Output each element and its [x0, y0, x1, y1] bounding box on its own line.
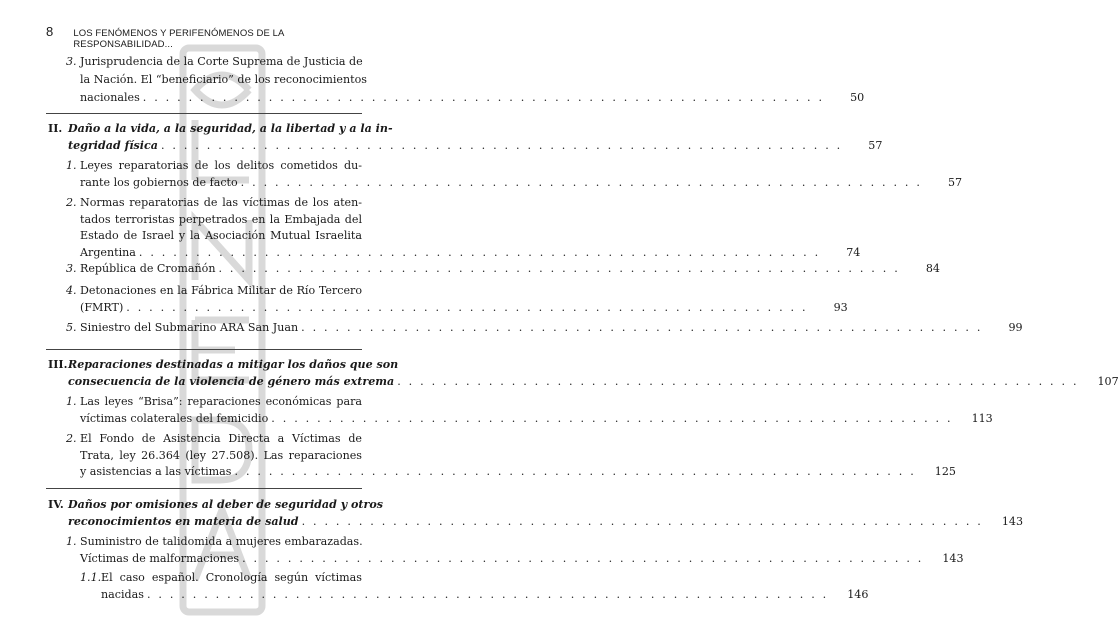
page-ref[interactable]: 57 [948, 176, 963, 189]
page-number: 8 [46, 24, 54, 39]
leader-dots: . . . . . . . . . . . . . . . . . . . . . . . . . . . . . . . . . . . . . . . . . . . . . . . . . . . . . . . . . . . . [160, 139, 843, 152]
leader-dots: . . . . . . . . . . . . . . . . . . . . . . . . . . . . . . . . . . . . . . . . . . . . . . . . . . . . . . . . . . . . [397, 375, 1079, 388]
entry-title-line: Jurisprudencia de la Corte Suprema de Justicia de [80, 55, 363, 68]
entry-number: 4. [66, 284, 77, 297]
entry-title-line: Suministro de talidomida a mujeres embarazadas. [80, 535, 363, 548]
entry-title-line: Leyes reparatorias de los delitos cometidos du- [80, 159, 362, 172]
page-ref[interactable]: 143 [942, 552, 964, 565]
entry-title-line: y asistencias a las víctimas [80, 465, 232, 478]
entry-number: 3. [66, 55, 77, 68]
entry-title-line: nacionales [80, 91, 140, 104]
page-ref[interactable]: 50 [850, 91, 865, 104]
leader-dots: . . . . . . . . . . . . . . . . . . . . . . . . . . . . . . . . . . . . . . . . . . . . . . . . . . . . . . . . . . . . [301, 321, 983, 334]
section-divider [46, 113, 362, 114]
leader-dots: . . . . . . . . . . . . . . . . . . . . . . . . . . . . . . . . . . . . . . . . . . . . . . . . . . . . . . . . . . . . [234, 465, 916, 478]
leader-dots: . . . . . . . . . . . . . . . . . . . . . . . . . . . . . . . . . . . . . . . . . . . . . . . . . . . . . . . . . . . . [138, 245, 821, 259]
page-ref[interactable]: 143 [1001, 515, 1024, 528]
entry-number: 2. [66, 196, 77, 209]
entry-title-line: tados terroristas perpetrados en la Embajada del [80, 212, 362, 226]
leader-dots: . . . . . . . . . . . . . . . . . . . . . . . . . . . . . . . . . . . . . . . . . . . . . . . . . . . . . . . . . . . . [242, 552, 924, 565]
page-ref[interactable]: 93 [833, 301, 848, 314]
entry-title-line: la Nación. El “beneficiario” de los reconocimientos [80, 73, 367, 86]
page-ref[interactable]: 125 [934, 465, 956, 478]
entry-title-line: nacidas [101, 588, 144, 601]
entry-title-line: (FMRT) [80, 301, 124, 314]
leader-dots: . . . . . . . . . . . . . . . . . . . . . . . . . . . . . . . . . . . . . . . . . . . . . . . . . . . . . . . . . . . . [240, 176, 923, 189]
leader-dots: . . . . . . . . . . . . . . . . . . . . . . . . . . . . . . . . . . . . . . . . . . . . . . . . . . . . . . . . . . . . [126, 301, 808, 314]
entry-number: 1. [66, 395, 77, 408]
page-ref[interactable]: 107 [1097, 375, 1119, 388]
entry-number: 1. [66, 535, 77, 548]
entry-number: 2. [66, 432, 77, 445]
running-title: LOS FENÓMENOS Y PERIFENÓMENOS DE LA RESPONSABILIDAD... [73, 28, 284, 50]
page-ref[interactable]: 113 [971, 412, 993, 425]
entry-title-line: víctimas colaterales del femicidio [80, 412, 269, 425]
entry-title-line: consecuencia de la violencia de género más extrema [68, 375, 395, 388]
entry-number: 1. [66, 159, 77, 172]
page-ref[interactable]: 99 [1008, 321, 1023, 334]
entry-title-line: Reparaciones destinadas a mitigar los daños que son [68, 358, 399, 371]
entry-number: II. [48, 122, 63, 135]
leader-dots: . . . . . . . . . . . . . . . . . . . . . . . . . . . . . . . . . . . . . . . . . . . . . . . . . . . . . . . . . . . . [271, 412, 953, 425]
page-ref[interactable]: 57 [868, 139, 883, 152]
leader-dots: . . . . . . . . . . . . . . . . . . . . . . . . . . . . . . . . . . . . . . . . . . . . . . . . . . . . . . . . . . . . [146, 588, 829, 601]
entry-title-line: Víctimas de malformaciones [80, 552, 240, 565]
entry-title-line: Normas reparatorias de las víctimas de los aten- [80, 196, 362, 209]
leader-dots: . . . . . . . . . . . . . . . . . . . . . . . . . . . . . . . . . . . . . . . . . . . . . . . . . . . . . . . . . . . . [142, 91, 825, 104]
entry-title-line: tegridad física [68, 139, 158, 152]
leader-dots: . . . . . . . . . . . . . . . . . . . . . . . . . . . . . . . . . . . . . . . . . . . . . . . . . . . . . . . . . . . . [218, 262, 900, 275]
section-divider [46, 349, 362, 350]
page-ref[interactable]: 74 [846, 245, 861, 259]
entry-title-line: Detonaciones en la Fábrica Militar de Río Tercero [80, 284, 362, 297]
leader-dots: . . . . . . . . . . . . . . . . . . . . . . . . . . . . . . . . . . . . . . . . . . . . . . . . . . . . . . . . . . . . [301, 515, 984, 528]
entry-title-line: Daño a la vida, a la seguridad, a la libertad y a la in- [68, 122, 393, 135]
entry-title-line: Las leyes “Brisa”: reparaciones económicas para [80, 395, 362, 408]
entry-number: 3. [66, 262, 77, 275]
entry-number: 5. [66, 321, 77, 334]
entry-number: 1.1. [80, 571, 102, 584]
entry-title-line: Estado de Israel y la Asociación Mutual Israelita [80, 229, 362, 242]
entry-title-line: Daños por omisiones al deber de seguridad y otros [68, 498, 384, 511]
entry-title-line: rante los gobiernos de facto [80, 176, 238, 189]
entry-title-line: Argentina [80, 245, 136, 259]
entry-number: IV. [48, 498, 64, 511]
entry-title-line: Siniestro del Submarino ARA San Juan [80, 321, 299, 334]
entry-title-line: Trata, ley 26.364 (ley 27.508). Las reparaciones [80, 448, 362, 462]
section-divider [46, 488, 362, 489]
entry-number: III. [48, 358, 68, 371]
entry-title-line: reconocimientos en materia de salud [68, 515, 299, 528]
entry-title-line: El Fondo de Asistencia Directa a Víctimas de [80, 432, 362, 445]
entry-title-line: República de Cromañón [80, 262, 216, 275]
page-ref[interactable]: 84 [925, 262, 940, 275]
entry-title-line: El caso español. Cronología según víctimas [101, 571, 362, 584]
page-ref[interactable]: 146 [847, 588, 869, 601]
table-of-contents [46, 0, 1119, 637]
